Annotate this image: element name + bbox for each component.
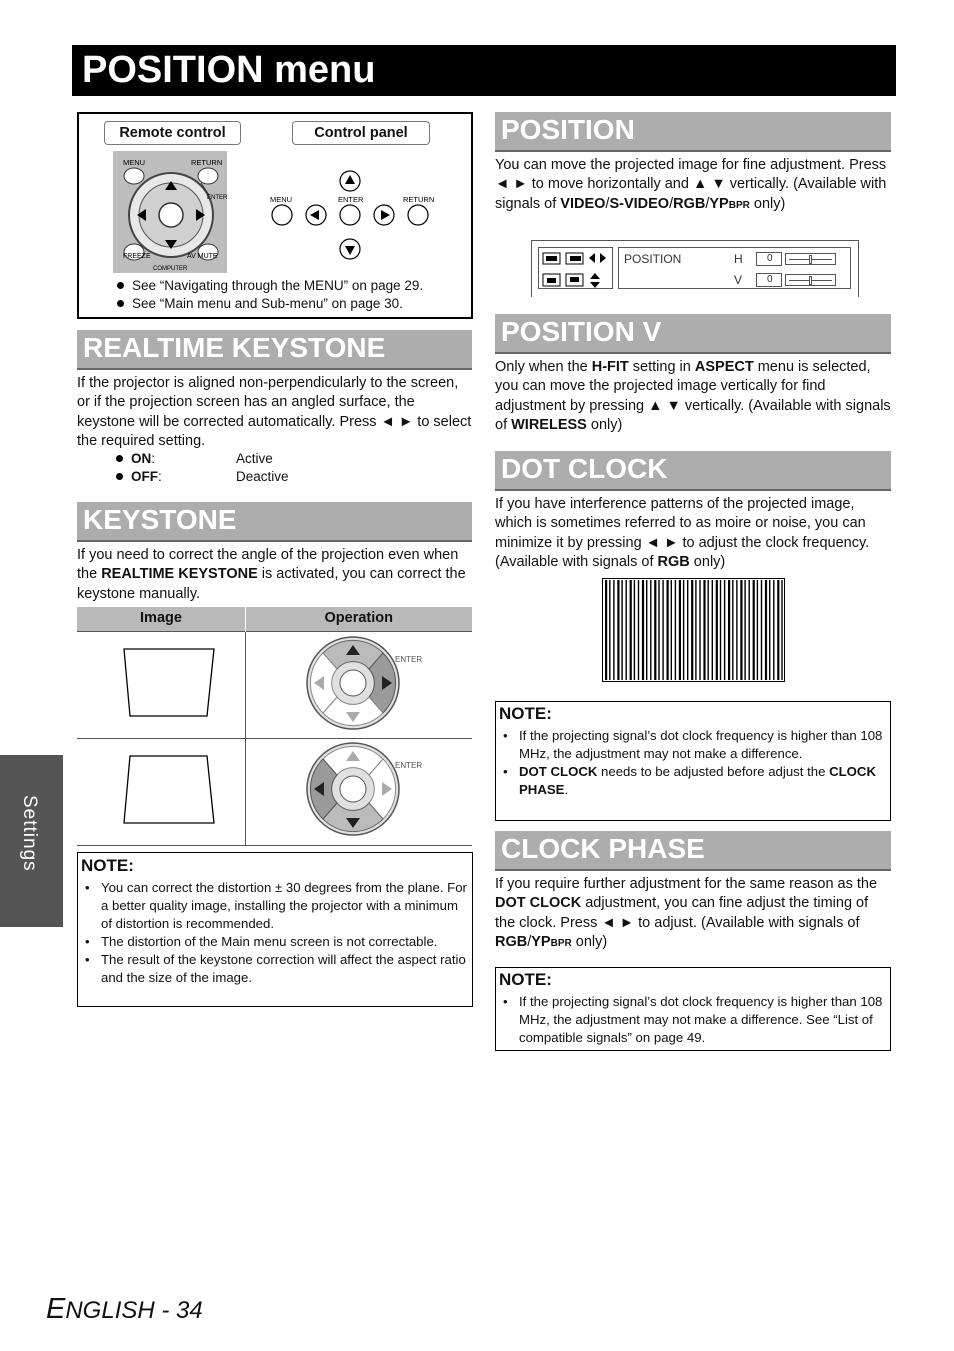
page-title: POSITION menu [72,45,896,96]
keystone-notes [81,879,467,987]
option-on: ON: Active [113,450,413,468]
osd-v-label: V [734,273,743,287]
keystone-text: If you need to correct the angle of the projection even when the REALTIME KEYSTONE is activated, you can correct the keystone manually. [77,547,466,602]
operation-cell [246,631,473,738]
dot-clock-notes [499,727,885,799]
option-off-desc: Deactive [236,468,289,484]
keystone-shape-lower-wide [77,739,245,839]
remote-menu-text: MENU [123,158,146,167]
osd-position-label: POSITION [624,252,682,266]
osd-icon-panel [538,247,613,289]
note-title: NOTE: [499,704,552,723]
realtime-keystone-text: If the projector is aligned non-perpendicularly to the screen, or if the projection screen has an angled surface, the keystone will be corrected automatically. Press ◄ ► to select the required setting. [77,375,472,449]
note-item: • DOT CLOCK needs to be adjusted before adjust the CLOCK PHASE. [499,763,885,799]
table-row [77,738,472,845]
clock-phase-text: If you require further adjustment for the same reason as the DOT CLOCK adjustment, you can fine adjust the timing of the clock. Press ◄ ► to adjust. (Available with signals of RGB/YPBPR only) [495,876,878,950]
position-text: You can move the projected image for fine adjustment. Press ◄ ► to move horizontally and ▲ ▼ vertically. (Available with signals of VIDEO/S-VIDEO/RGB/YPBPR only) [495,157,887,212]
moire-pattern-illustration [602,578,785,682]
control-panel-label: Control panel [292,121,430,145]
option-off: OFF: Deactive [113,468,413,486]
image-cell [77,738,246,845]
note-item: • If the projecting signal’s dot clock frequency is higher than 108 MHz, the adjustment may not make a difference. [499,727,885,763]
page-footer: ENGLISH - 34 [46,1293,203,1325]
position-v-heading: POSITION V [495,314,891,354]
note-item: • The result of the keystone correction will affect the aspect ratio and the size of the image. [81,951,467,987]
realtime-keystone-heading: REALTIME KEYSTONE [77,330,472,370]
panel-return-text: RETURN [403,195,435,204]
remote-control-illustration [113,151,227,273]
clock-phase-note-box [495,967,891,1051]
control-panel-illustration [265,166,435,266]
enter-label: ENTER [395,654,423,664]
keystone-note-box [77,852,473,1007]
clock-phase-heading: CLOCK PHASE [495,831,891,871]
note-title: NOTE: [81,856,134,875]
dot-clock-note-box [495,701,891,821]
dpad-right-illustration [246,632,472,732]
enter-label: ENTER [395,760,423,770]
operation-cell [246,738,473,845]
navigation-refs [114,277,464,312]
position-heading: POSITION [495,112,891,152]
side-tab-label: Settings [19,795,40,872]
note-item: • The distortion of the Main menu screen is not correctable. [81,933,467,951]
nav-ref-item: See “Main menu and Sub-menu” on page 30. [114,295,464,313]
osd-v-value: 0 [756,273,782,287]
dpad-left-illustration [246,739,472,839]
dot-clock-text: If you have interference patterns of the projected image, which is sometimes referred to as moire or noise, you can minimize it by pressing ◄ ► to adjust the clock frequency. (Available with signals of RGB only) [495,496,870,570]
remote-freeze-text: FREEZE [123,253,151,260]
osd-h-slider [785,253,836,265]
note-item: • You can correct the distortion ± 30 degrees from the plane. For a better quality image, installing the projector with a minimum of distortion is recommended. [81,879,467,933]
osd-h-label: H [734,252,743,266]
image-cell [77,631,246,738]
position-icons [539,248,614,290]
keystone-heading: KEYSTONE [77,502,472,542]
remote-return-text: RETURN [191,158,223,167]
option-on-desc: Active [236,451,273,466]
dot-clock-heading: DOT CLOCK [495,451,891,491]
remote-control-label: Remote control [104,121,241,145]
keystone-shape-upper-wide [77,632,245,732]
clock-phase-notes [499,993,885,1047]
position-osd [531,240,859,297]
col-operation-header: Operation [246,607,473,631]
table-row [77,631,472,738]
panel-enter-text: ENTER [338,195,364,204]
note-item: • If the projecting signal’s dot clock frequency is higher than 108 MHz, the adjustment may not make a difference. See “List of compatible signals” on page 49. [499,993,885,1047]
navigation-box [77,112,473,319]
remote-avmute-text: AV MUTE [187,253,218,260]
osd-h-value: 0 [756,252,782,266]
realtime-options [113,450,413,485]
nav-ref-item: See “Navigating through the MENU” on page 29. [114,277,464,295]
position-v-text: Only when the H-FIT setting in ASPECT menu is selected, you can move the projected image vertically for find adjustment by pressing ▲ ▼ vertically. (Available with signals of WIRELESS only) [495,359,891,433]
note-title: NOTE: [499,970,552,989]
side-tab [0,755,63,927]
osd-value-panel [618,247,851,289]
remote-enter-text: ENTER [207,195,227,201]
col-image-header: Image [77,607,246,631]
keystone-table [77,607,473,846]
osd-v-slider [785,274,836,286]
panel-menu-text: MENU [270,195,293,204]
remote-computer-text: COMPUTER [153,266,188,272]
